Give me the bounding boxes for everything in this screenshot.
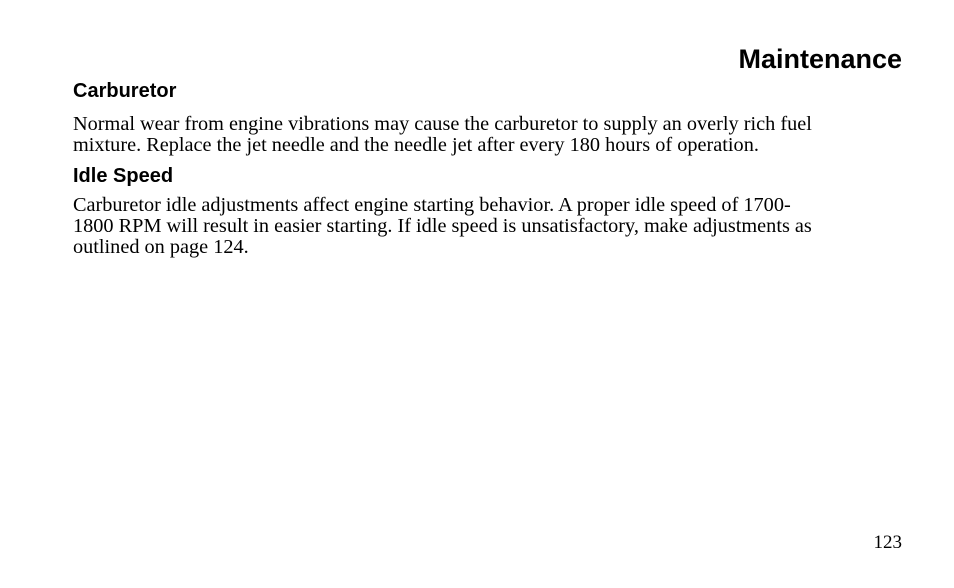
page-content — [73, 78, 899, 258]
text-line: Carburetor idle adjustments affect engine starting behavior. A proper idle speed of 1700- — [73, 194, 791, 216]
section-heading-idle-speed: Idle Speed — [73, 165, 174, 187]
section-heading-carburetor: Carburetor — [73, 80, 177, 102]
text-line: outlined on page 124. — [73, 236, 249, 258]
page-header-title: Maintenance — [738, 44, 902, 74]
text-line: mixture. Replace the jet needle and the needle jet after every 180 hours of operation. — [73, 134, 759, 156]
idle-speed-paragraph — [73, 195, 899, 258]
carburetor-paragraph — [73, 114, 899, 156]
text-line: 1800 RPM will result in easier starting. If idle speed is unsatisfactory, make adjustments as — [73, 215, 812, 237]
text-line: Normal wear from engine vibrations may cause the carburetor to supply an overly rich fuel — [73, 113, 812, 135]
page-number: 123 — [873, 532, 902, 553]
